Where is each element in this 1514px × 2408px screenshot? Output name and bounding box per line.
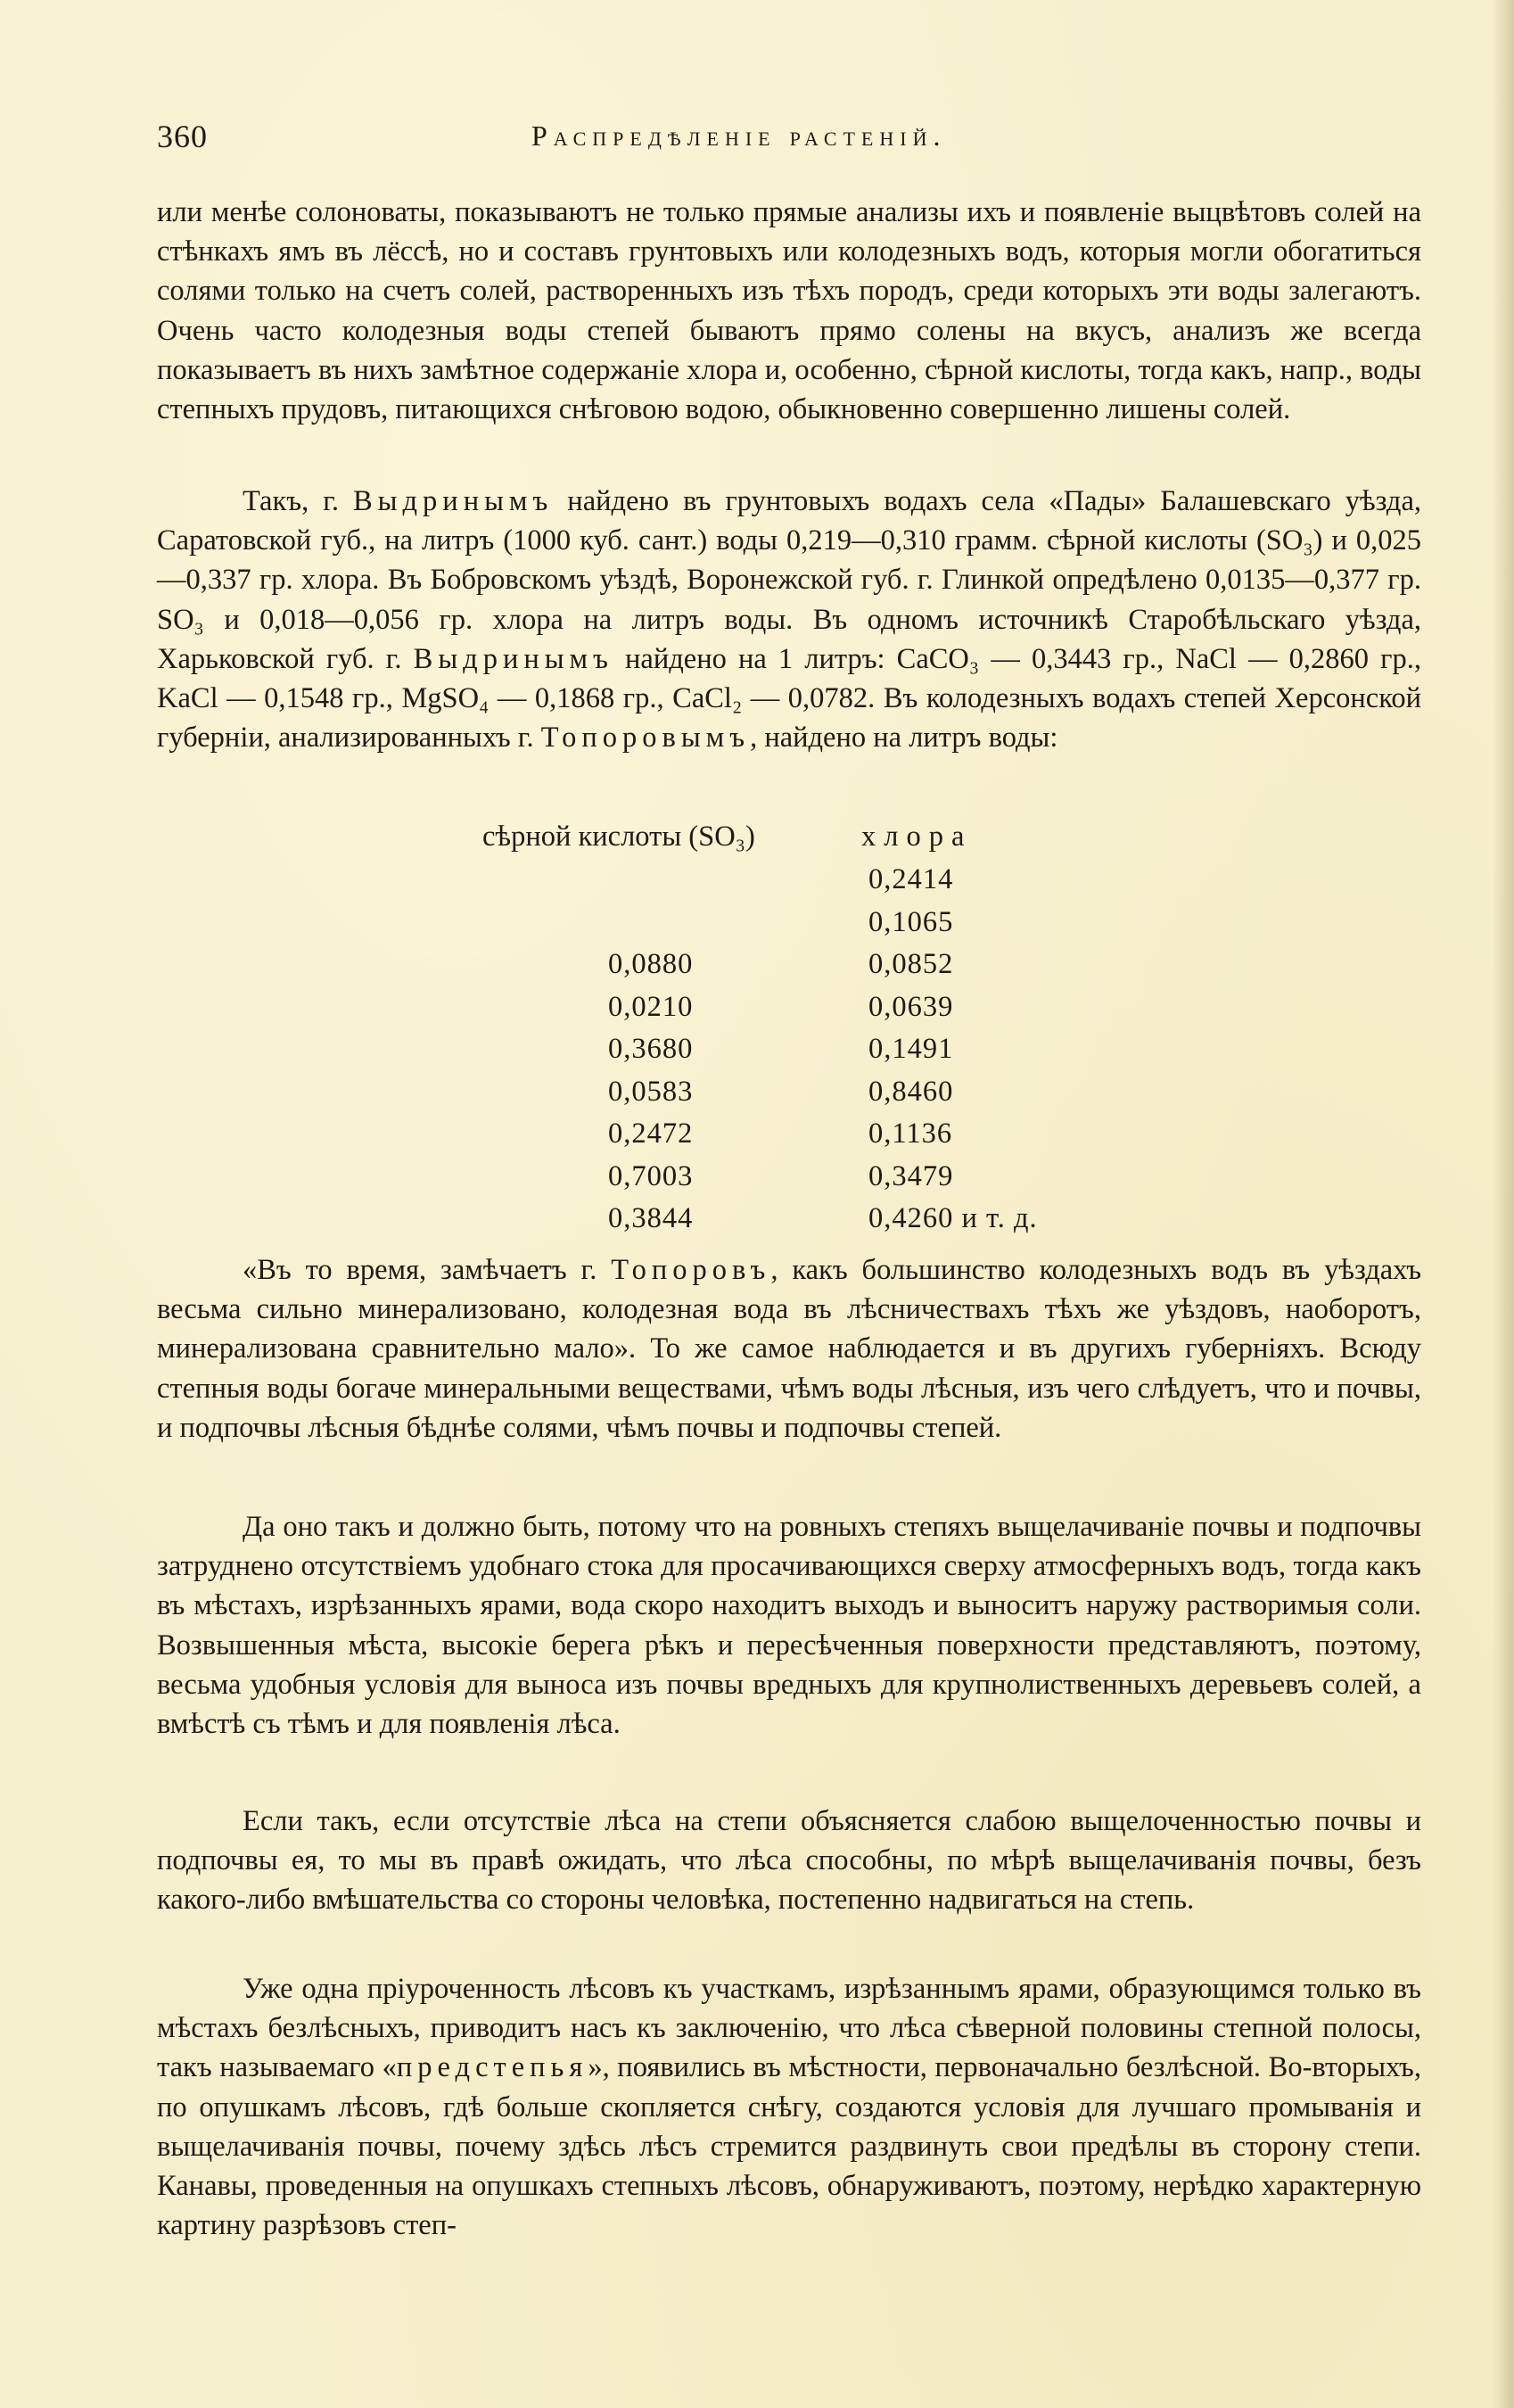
paragraph-2 xyxy=(157,482,1421,757)
term-predstepye: предстепья xyxy=(396,2051,588,2084)
table-cell-chlorine: 0,8460 xyxy=(868,1075,954,1108)
text-run: найдено въ грунтовыхъ водахъ села «Пады» Балашевскаго уѣзда, Саратовской губ., на литръ (1000 куб. сант.) воды 0,219—0,310 грамм. сѣрной кислоты (SO₃) и 0,025—0,337 гр. хлора. Въ Бобровскомъ уѣздѣ, Воронежской губ. г. Глинкой опредѣлено 0,0135—0,377 гр. SO₃ и 0,018—0,056 гр. хлора на литръ воды. Въ одномъ источникѣ Старобѣльскаго уѣзда, Харьковской губ. г. xyxy=(157,485,1421,675)
table-cell-chlorine: 0,2414 xyxy=(868,863,954,895)
table-cell-sulfuric-acid: 0,7003 xyxy=(608,1159,694,1192)
author-name: Топоровымъ xyxy=(540,722,751,755)
table-cell-chlorine: 0,0639 xyxy=(868,990,954,1023)
table-cell-chlorine: 0,1491 xyxy=(868,1033,954,1065)
page-edge-shadow xyxy=(1493,0,1514,2408)
table-cell-chlorine: 0,3479 xyxy=(868,1159,954,1192)
author-name: Выдринымъ xyxy=(413,642,613,675)
paragraph-6 xyxy=(157,1969,1421,2245)
text-run: , какъ большинство колодезныхъ водъ въ уѣздахъ весьма сильно минерализовано, колодезная вода въ лѣсничествахъ тѣхъ же уѣздовъ, наоборотъ, минерализована сравнительно мало». То же самое наблюдается и въ другихъ губерніяхъ. Всюду степныя воды богаче минеральными веществами, чѣмъ воды лѣсныя, изъ чего слѣдуетъ, что и почвы, и подпочвы лѣсныя бѣднѣе солями, чѣмъ почвы и подпочвы степей. xyxy=(157,1254,1421,1444)
table-cell-chlorine: 0,1065 xyxy=(868,905,954,938)
paragraph-1: или менѣе солоноваты, показываютъ не только прямые анализы ихъ и появленіе выцвѣтовъ солей на стѣнкахъ ямъ въ лёссѣ, но и составъ грунтовыхъ или колодезныхъ водъ, которыя могли обогатиться солями только на счетъ солей, растворенныхъ изъ тѣхъ породъ, среди которыхъ эти воды залегаютъ. Очень часто колодезныя воды степей бываютъ прямо солены на вкусъ, анализъ же всегда показываетъ въ нихъ замѣтное содержаніе хлора и, особенно, сѣрной кислоты, тогда какъ, напр., воды степныхъ прудовъ, питающихся снѣговою водою, обыкновенно совершенно лишены солей. xyxy=(157,196,1421,426)
table-cell-sulfuric-acid: 0,0210 xyxy=(608,990,694,1023)
table-cell-sulfuric-acid: 0,2472 xyxy=(608,1117,694,1150)
paragraph-5: Если такъ, если отсутствіе лѣса на степи объясняется слабою выщелоченностью почвы и подпочвы ея, то мы въ правѣ ожидать, что лѣса способны, по мѣрѣ выщелачиванія почвы, безъ какого-либо вмѣшательства со стороны человѣка, постепенно надвигаться на степь. xyxy=(157,1805,1421,1917)
table-cell-sulfuric-acid: 0,3680 xyxy=(608,1033,694,1065)
table-cell-sulfuric-acid: 0,0880 xyxy=(608,948,694,980)
page-number: 360 xyxy=(157,119,208,154)
paragraph-4: Да оно такъ и должно быть, потому что на ровныхъ степяхъ выщелачиваніе почвы и подпочвы затруднено отсутствіемъ удобнаго стока для просачивающихся сверху атмосферныхъ водъ, тогда какъ въ мѣстахъ, изрѣзанныхъ ярами, вода скоро находитъ выходъ и выноситъ наружу растворимыя соли. Возвышенныя мѣста, высокіе берега рѣкъ и пересѣченныя поверхности представляютъ, поэтому, весьма удобныя условія для выноса изъ почвы вредныхъ для крупнолиственныхъ деревьевъ солей, а вмѣстѣ съ тѣмъ и для появленія лѣса. xyxy=(157,1511,1421,1741)
text-run: Уже одна пріуроченность лѣсовъ къ участкамъ, изрѣзаннымъ ярами, образующимся только въ мѣстахъ безлѣсныхъ, приводитъ насъ къ заключенію, что лѣса сѣверной половины степной полосы, такъ называемаго « xyxy=(157,1973,1421,2084)
text-run: Такъ, г. xyxy=(243,485,353,517)
table-cell-sulfuric-acid: 0,0583 xyxy=(608,1075,694,1108)
column-header-chlorine: хлора xyxy=(861,821,973,853)
running-title: Распредѣленіе растеній. xyxy=(531,120,947,152)
paragraph-3 xyxy=(157,1250,1421,1447)
table-cell-chlorine: 0,0852 xyxy=(868,948,954,980)
text-run: найдено на 1 литръ: CaCO₃ — 0,3443 гр., NaCl — 0,2860 гр., KaCl — 0,1548 гр., MgSO₄ — 0,1868 гр., CaCl₂ — 0,0782. Въ колодезныхъ водахъ степей Херсонской губерніи, анализированныхъ г. xyxy=(157,642,1421,755)
running-head xyxy=(157,118,1423,162)
column-header-sulfuric-acid: сѣрной кислоты (SO₃) xyxy=(482,821,755,853)
text-run: », появились въ мѣстности, первоначально безлѣсной. Во-вторыхъ, по опушкамъ лѣсовъ, гдѣ больше скопляется снѣгу, создаются условія для лучшаго промыванія и выщелачиванія почвы, почему здѣсь лѣсъ стремится раздвинуть свои предѣлы въ сторону степи. Канавы, проведенныя на опушкахъ степныхъ лѣсовъ, обнаруживаютъ, поэтому, нерѣдко характерную картину разрѣзовъ степ- xyxy=(157,2051,1421,2242)
table-cell-chlorine: 0,1136 xyxy=(868,1117,953,1150)
author-name: Выдринымъ xyxy=(353,485,554,517)
author-name: Топоровъ xyxy=(611,1254,771,1286)
text-run: , найдено на литръ воды: xyxy=(750,722,1058,755)
table-cell-sulfuric-acid: 0,3844 xyxy=(608,1202,694,1234)
table-cell-chlorine: 0,4260 и т. д. xyxy=(868,1202,1038,1234)
text-run: «Въ то время, замѣчаетъ г. xyxy=(243,1254,612,1286)
